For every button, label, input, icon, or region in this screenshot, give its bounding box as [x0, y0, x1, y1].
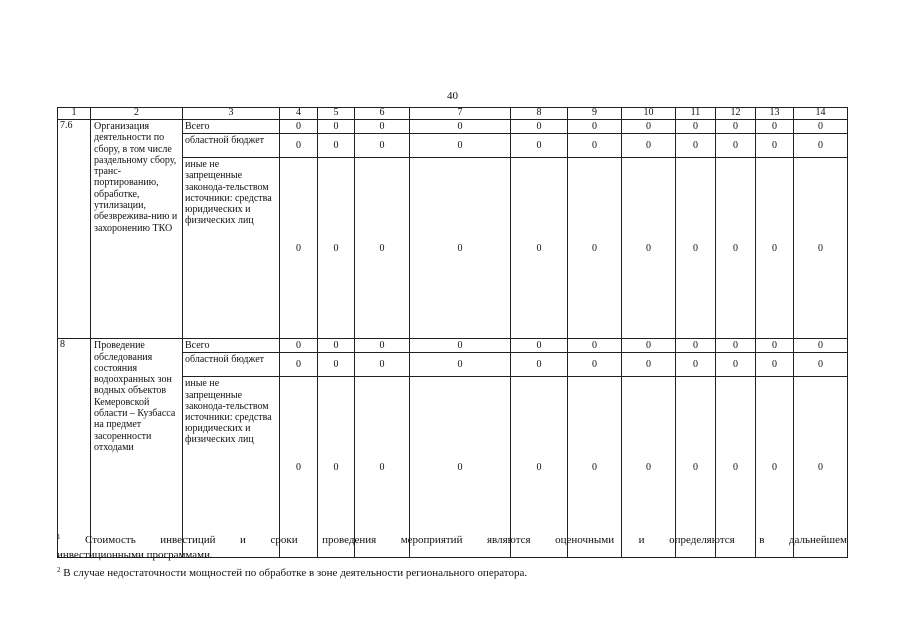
value-cell: 0	[355, 353, 410, 377]
value-cell: 0	[794, 339, 848, 353]
funding-source: Всего	[183, 339, 280, 353]
funding-source: областной бюджет	[183, 134, 280, 158]
page-number: 40	[447, 90, 458, 102]
value-cell: 0	[410, 377, 511, 558]
value-cell: 0	[676, 134, 716, 158]
value-cell: 0	[622, 377, 676, 558]
row-number: 8	[58, 339, 91, 558]
value-cell: 0	[318, 134, 355, 158]
footnote-1-continued	[57, 548, 847, 563]
value-cell: 0	[568, 339, 622, 353]
value-cell: 0	[622, 158, 676, 339]
measure-title: Организация деятельности по сбору, в том числе раздельному сбору, транс-портированию, обработке, утилизации, обезврежива-нию и захоронению ТКО	[91, 120, 183, 339]
header-cell: 13	[756, 108, 794, 120]
value-cell: 0	[355, 377, 410, 558]
value-cell: 0	[622, 134, 676, 158]
value-cell: 0	[511, 339, 568, 353]
table-row	[58, 339, 848, 353]
table-row	[58, 120, 848, 134]
value-cell: 0	[716, 158, 756, 339]
value-cell: 0	[622, 120, 676, 134]
value-cell: 0	[568, 134, 622, 158]
value-cell: 0	[568, 120, 622, 134]
footnote-mark: 2	[57, 566, 61, 574]
value-cell: 0	[318, 377, 355, 558]
header-cell: 8	[511, 108, 568, 120]
value-cell: 0	[794, 120, 848, 134]
value-cell: 0	[511, 353, 568, 377]
value-cell: 0	[410, 134, 511, 158]
value-cell: 0	[318, 120, 355, 134]
value-cell: 0	[511, 158, 568, 339]
value-cell: 0	[318, 353, 355, 377]
header-cell: 4	[280, 108, 318, 120]
header-cell: 10	[622, 108, 676, 120]
header-cell: 6	[355, 108, 410, 120]
header-cell: 3	[183, 108, 280, 120]
value-cell: 0	[511, 134, 568, 158]
measure-title: Проведение обследования состояния водоохранных зон водных объектов Кемеровской области – Кузбасса на предмет засоренности отходами	[91, 339, 183, 558]
value-cell: 0	[716, 120, 756, 134]
value-cell: 0	[756, 353, 794, 377]
funding-source: областной бюджет	[183, 353, 280, 377]
header-cell: 14	[794, 108, 848, 120]
funding-source: Всего	[183, 120, 280, 134]
value-cell: 0	[676, 120, 716, 134]
value-cell: 0	[410, 339, 511, 353]
footnote-2	[57, 563, 847, 581]
value-cell: 0	[280, 134, 318, 158]
value-cell: 0	[568, 377, 622, 558]
value-cell: 0	[716, 339, 756, 353]
value-cell: 0	[511, 377, 568, 558]
value-cell: 0	[355, 339, 410, 353]
value-cell: 0	[568, 158, 622, 339]
value-cell: 0	[318, 339, 355, 353]
value-cell: 0	[794, 158, 848, 339]
investment-table	[57, 107, 848, 558]
footnote-text: инвестиционными программами.	[57, 549, 213, 561]
footnote-mark: 1	[57, 533, 61, 541]
value-cell: 0	[280, 120, 318, 134]
value-cell: 0	[794, 353, 848, 377]
footnote-text: Стоимость инвестиций и сроки проведения мероприятий являются оценочными и определяются в дальнейшем	[85, 534, 847, 546]
header-cell: 1	[58, 108, 91, 120]
value-cell: 0	[318, 158, 355, 339]
value-cell: 0	[716, 134, 756, 158]
value-cell: 0	[355, 158, 410, 339]
value-cell: 0	[756, 134, 794, 158]
value-cell: 0	[676, 339, 716, 353]
value-cell: 0	[716, 377, 756, 558]
header-cell: 5	[318, 108, 355, 120]
value-cell: 0	[756, 120, 794, 134]
header-cell: 9	[568, 108, 622, 120]
funding-source: иные не запрещенные законода-тельством источники: средства юридических и физических лиц	[183, 377, 280, 558]
value-cell: 0	[756, 339, 794, 353]
value-cell: 0	[622, 339, 676, 353]
value-cell: 0	[511, 120, 568, 134]
value-cell: 0	[280, 339, 318, 353]
value-cell: 0	[676, 158, 716, 339]
value-cell: 0	[280, 353, 318, 377]
header-cell: 11	[676, 108, 716, 120]
header-cell: 7	[410, 108, 511, 120]
value-cell: 0	[676, 377, 716, 558]
value-cell: 0	[756, 158, 794, 339]
header-cell: 2	[91, 108, 183, 120]
row-number: 7.6	[58, 120, 91, 339]
value-cell: 0	[280, 158, 318, 339]
value-cell: 0	[794, 377, 848, 558]
footnote-1	[57, 530, 847, 548]
header-cell: 12	[716, 108, 756, 120]
value-cell: 0	[280, 377, 318, 558]
value-cell: 0	[410, 120, 511, 134]
footnote-text: В случае недостаточности мощностей по обработке в зоне деятельности регионального оператора.	[63, 567, 528, 579]
value-cell: 0	[355, 120, 410, 134]
value-cell: 0	[355, 134, 410, 158]
value-cell: 0	[756, 377, 794, 558]
value-cell: 0	[622, 353, 676, 377]
value-cell: 0	[716, 353, 756, 377]
value-cell: 0	[410, 158, 511, 339]
value-cell: 0	[410, 353, 511, 377]
value-cell: 0	[676, 353, 716, 377]
funding-source: иные не запрещенные законода-тельством источники: средства юридических и физических лиц	[183, 158, 280, 339]
value-cell: 0	[568, 353, 622, 377]
value-cell: 0	[794, 134, 848, 158]
footnotes	[57, 530, 847, 581]
header-row	[58, 108, 848, 120]
